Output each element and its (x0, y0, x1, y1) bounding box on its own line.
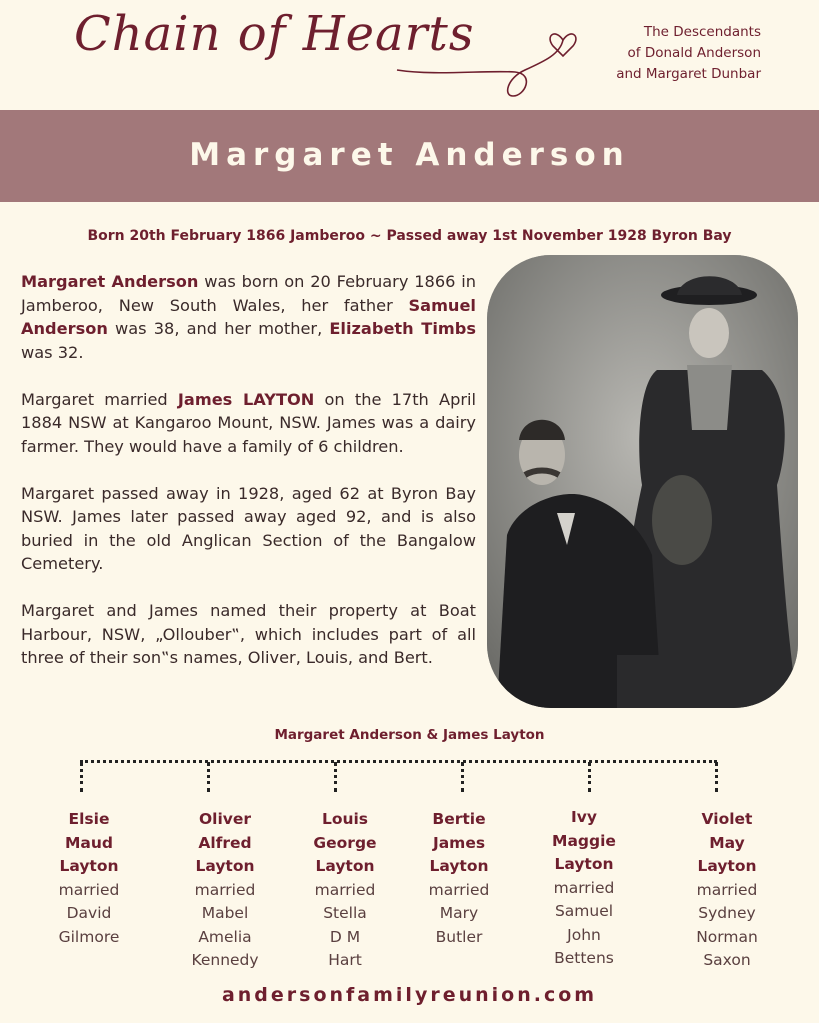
tree-branch (715, 762, 718, 792)
child-name: James (432, 833, 486, 852)
bio-paragraph-2 (21, 388, 476, 459)
child-name: Layton (59, 857, 119, 875)
spouse-name: David (66, 904, 112, 922)
spouse-name: Samuel (554, 902, 614, 920)
married-label: married (58, 880, 120, 899)
spouse-name: Bettens (554, 949, 614, 967)
child-ivy (524, 806, 644, 971)
child-oliver (165, 808, 285, 973)
tagline-line: and Margaret Dunbar (616, 66, 761, 82)
tagline (541, 22, 761, 85)
bio-paragraph-4: Margaret and James named their property at Boat Harbour, NSW, „Ollouber‟, which includes part of all three of their son‟s names, Oliver, Louis, and Bert. (21, 601, 476, 667)
family-tree-title: Margaret Anderson & James Layton (274, 727, 545, 743)
child-name: Louis (321, 810, 369, 828)
child-bertie (399, 808, 519, 949)
spouse-name: Gilmore (58, 927, 120, 946)
bio-text: was born on 20 February 1866 in Jamberoo, New South Wales, her father (21, 272, 476, 315)
child-louis (285, 808, 405, 973)
bio-paragraph-1 (21, 270, 476, 364)
tree-branch (461, 762, 464, 792)
website-url: andersonfamilyreunion.com (221, 984, 598, 1006)
spouse-name: Mabel (201, 904, 249, 922)
portrait-image (487, 255, 798, 708)
life-dates: Born 20th February 1866 Jamberoo ~ Passed away 1st November 1928 Byron Bay (87, 228, 732, 244)
tree-branch (334, 762, 337, 792)
child-name: Maud (64, 833, 113, 852)
couple-photo (487, 255, 798, 708)
child-name: Maggie (552, 831, 616, 850)
person-name: Samuel Anderson (21, 295, 476, 338)
child-name: Oliver (198, 810, 252, 828)
spouse-name: Mary (439, 904, 479, 922)
spouse-name: Amelia (198, 927, 252, 946)
bio-paragraph-3: Margaret passed away in 1928, aged 62 at Byron Bay NSW. James later passed away aged 92, and is also buried in the old Anglican Section of the Bangalow Cemetery. (21, 483, 476, 573)
child-name: Alfred (198, 833, 252, 852)
child-violet (667, 808, 787, 973)
child-name: Elsie (68, 810, 110, 828)
spouse-name: D M (329, 927, 361, 946)
spouse-name: John (567, 925, 601, 944)
bio-text: on the 17th April 1884 NSW at Kangaroo Mount, NSW. James was a dairy farmer. They would have a family of 6 children. (21, 389, 477, 456)
tagline-line: of Donald Anderson (627, 45, 761, 61)
married-label: married (428, 880, 490, 899)
tree-branch (207, 762, 210, 792)
biography (21, 270, 476, 693)
spouse-name: Saxon (703, 951, 751, 969)
married-label: married (314, 880, 376, 899)
married-label: married (553, 878, 615, 897)
child-name: Layton (195, 857, 255, 875)
child-name: George (313, 833, 377, 852)
spouse-name: Butler (435, 927, 483, 946)
married-label: married (696, 880, 758, 899)
child-name: Layton (697, 857, 757, 875)
child-name: Layton (429, 857, 489, 875)
tree-branch (588, 762, 591, 792)
bio-text: was 32. (21, 342, 84, 362)
spouse-name: Norman (696, 927, 758, 946)
spouse-name: Kennedy (191, 951, 259, 969)
tagline-line: The Descendants (643, 24, 761, 40)
child-name: Ivy (571, 808, 597, 826)
child-name: Layton (315, 857, 375, 875)
child-name: Bertie (432, 810, 486, 828)
child-name: Layton (554, 855, 614, 873)
child-elsie (29, 808, 149, 949)
spouse-name: Stella (323, 904, 367, 922)
person-name: Margaret Anderson (21, 272, 199, 291)
bio-text: Margaret married (21, 389, 178, 409)
person-name: Elizabeth Timbs (329, 319, 476, 338)
married-label: married (194, 880, 256, 899)
child-name: May (709, 833, 745, 852)
logo-text: Chain of Hearts (74, 6, 475, 62)
bio-text: was 38, and her mother, (107, 319, 330, 338)
title-banner (0, 110, 819, 202)
page-title: Margaret Anderson (189, 137, 630, 173)
child-name: Violet (701, 810, 753, 828)
spouse-name: Hart (328, 951, 362, 969)
person-name: James LAYTON (177, 389, 315, 409)
tree-branch (80, 762, 83, 792)
spouse-name: Sydney (698, 904, 756, 922)
tree-connector (80, 760, 717, 763)
